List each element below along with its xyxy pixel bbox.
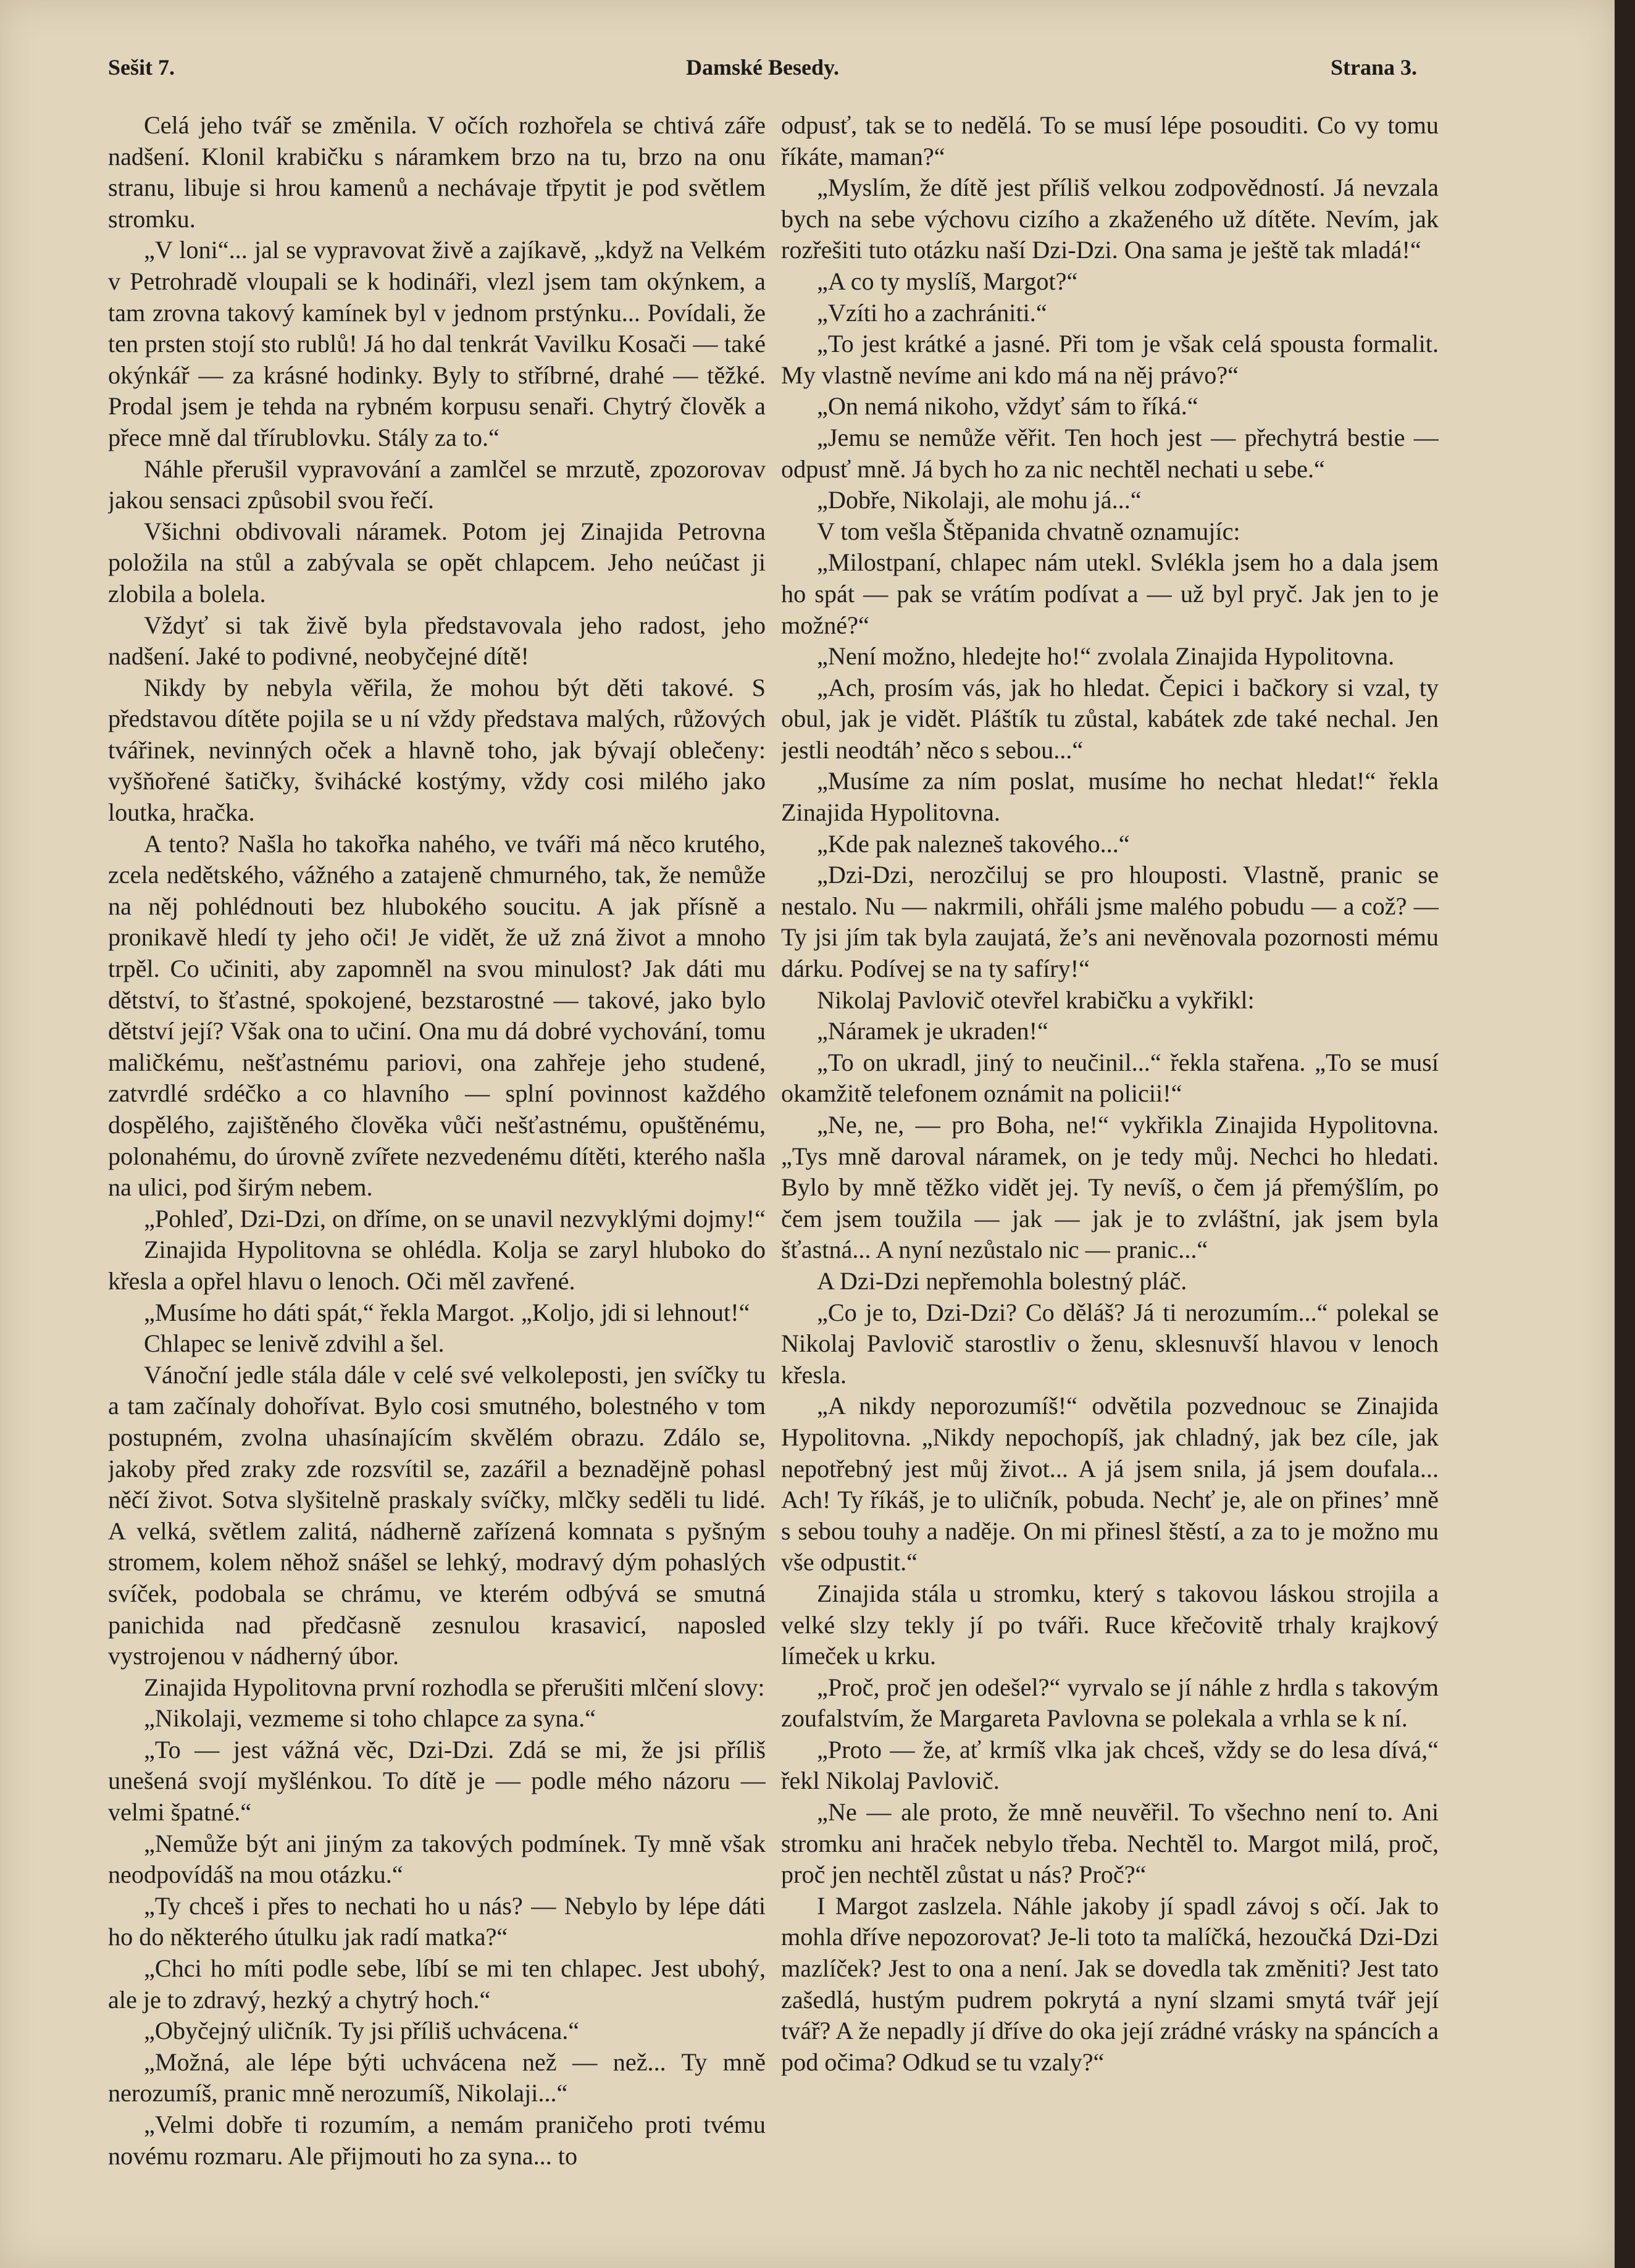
- magazine-title: Damské Besedy.: [685, 55, 839, 80]
- paragraph: „Není možno, hledejte ho!“ zvolala Zinajida Hypolitovna.: [817, 642, 1395, 671]
- paragraph: Nikolaj Pavlovič otevřel krabičku a vykřikl:: [817, 985, 1255, 1014]
- paragraph: „Možná, ale lépe býti uchvácena než — než... Ty mně nerozumíš, pranic mně nerozumíš, Nikolaji...“: [108, 2048, 766, 2107]
- paragraph: „On nemá nikoho, vždyť sám to říká.“: [817, 392, 1198, 421]
- paragraph: „Vzíti ho a zachrániti.“: [817, 298, 1047, 327]
- paragraph: „Musíme za ním poslat, musíme ho nechat hledat!“ řekla Zinajida Hypolitovna.: [781, 767, 1439, 827]
- paragraph: „Proč, proč jen odešel?“ vyrvalo se jí náhle z hrdla s takovým zoufalstvím, že Margareta Pavlovna se polekala a vrhla se k ní.: [781, 1673, 1439, 1733]
- paragraph: Chlapec se lenivě zdvihl a šel.: [144, 1329, 445, 1358]
- left-column: [108, 110, 766, 2222]
- book-spine-edge: [1615, 0, 1635, 2268]
- paragraph: „Nikolaji, vezmeme si toho chlapce za syna.“: [144, 1704, 596, 1733]
- paragraph: „Ach, prosím vás, jak ho hledat. Čepici i bačkory si vzal, ty obul, jak je vidět. Pláštík tu zůstal, kabátek zde také nechal. Jen jestli neodtáh’ něco s sebou...“: [781, 673, 1439, 764]
- paragraph: „Ne, ne, — pro Boha, ne!“ vykřikla Zinajida Hypolitovna. „Tys mně daroval náramek, on je tedy můj. Nechci ho hledati. Bylo by mně těžko vidět jej. Ty nevíš, o čem já přemýšlím, po čem jsem toužila — jak — jak je to zvláštní, jak jsem byla šťastná... A nyní nezůstalo nic — pranic...“: [781, 1111, 1439, 1264]
- paragraph: A tento? Našla ho takořka nahého, ve tváři má něco krutého, zcela nedětského, vážného a zatajeně chmurného, tak, že nemůže na něj pohlédnouti bez hlubokého soucitu. A jak přísně a pronikavě hledí ty jeho oči! Je vidět, že už zná život a mnoho trpěl. Co učiniti, aby zapomněl na svou minulost? Jak dáti mu dětství, to šťastné, spokojené, bezstarostné — takové, jako bylo dětství její? Však ona to učiní. Ona mu dá dobré vychování, tomu maličkému, nešťastnému pariovi, ona zahřeje jeho studené, zatvrdlé srdéčko a co hlavního — splní povinnost každého dospělého, zajištěného člověka vůči nešťastnému, opuštěnému, polonahému, do úrovně zvířete nezvedenému dítěti, kterého našla na ulici, pod širým nebem.: [108, 829, 766, 1202]
- paragraph: „A nikdy neporozumíš!“ odvětila pozvednouc se Zinajida Hypolitovna. „Nikdy nepochopíš, jak chladný, jak bez cíle, jak nepotřebný jest můj život... A já jsem snila, já jsem doufala... Ach! Ty říkáš, je to uličník, pobuda. Nechť je, ale on přines’ mně s sebou touhy a naděje. On mi přinesl štěstí, a za to je možno mu vše odpustit.“: [781, 1392, 1439, 1576]
- paragraph: „To jest krátké a jasné. Při tom je však celá spousta formalit. My vlastně nevíme ani kdo má na něj právo?“: [781, 330, 1439, 389]
- paragraph: Vánoční jedle stála dále v celé své velkoleposti, jen svíčky tu a tam začínaly dohořívat. Bylo cosi smutného, bolestného v tom postupném, zvolna uhasínajícím skvělém obrazu. Zdálo se, jakoby před zraky zde rozsvítil se, zazářil a beznadějně pohasl něčí život. Sotva slyšitelně praskaly svíčky, mlčky seděli tu lidé. A velká, světlem zalitá, nádherně zařízená komnata s pyšným stromem, kolem něhož snášel se lehký, modravý dým pohaslých svíček, podobala se chrámu, ve kterém odbývá se smutná panichida nad předčasně zesnulou krasavicí, naposled vystrojenou v nádherný úbor.: [108, 1360, 766, 1670]
- page-number: Strana 3.: [1330, 55, 1417, 80]
- paragraph: „Milostpaní, chlapec nám utekl. Svlékla jsem ho a dala jsem ho spát — pak se vrátím podívat a — už byl pryč. Jak jen to je možné?“: [781, 548, 1439, 639]
- paragraph: „Dobře, Nikolaji, ale mohu já...“: [817, 486, 1142, 514]
- paragraph: „Náramek je ukraden!“: [817, 1017, 1048, 1045]
- paragraph: V tom vešla Štěpanida chvatně oznamujíc:: [817, 517, 1240, 545]
- paragraph: Náhle přerušil vypravování a zamlčel se mrzutě, zpozorovav jakou sensaci způsobil svou řečí.: [108, 454, 766, 514]
- paragraph: „Proto — že, ať krmíš vlka jak chceš, vždy se do lesa dívá,“ řekl Nikolaj Pavlovič.: [781, 1735, 1439, 1795]
- paragraph: „Ty chceš i přes to nechati ho u nás? — Nebylo by lépe dáti ho do některého útulku jak radí matka?“: [108, 1891, 766, 1951]
- paragraph: Zinajida Hypolitovna první rozhodla se přerušiti mlčení slovy:: [144, 1673, 765, 1701]
- paragraph: „Kde pak nalezneš takového...“: [817, 829, 1130, 858]
- paragraph: „Co je to, Dzi-Dzi? Co děláš? Já ti nerozumím...“ polekal se Nikolaj Pavlovič starostliv o ženu, sklesnuvší hlavou v lenoch křesla.: [781, 1298, 1439, 1389]
- paragraph: „Ne — ale proto, že mně neuvěřil. To všechno není to. Ani stromku ani hraček nebylo třeba. Nechtěl to. Margot milá, proč, proč jen nechtěl zůstat u nás? Proč?“: [781, 1798, 1439, 1889]
- paragraph: „Jemu se nemůže věřit. Ten hoch jest — přechytrá bestie — odpusť mně. Já bych ho za nic nechtěl nechati u sebe.“: [781, 423, 1439, 483]
- paragraph: Zinajida Hypolitovna se ohlédla. Kolja se zaryl hluboko do křesla a opřel hlavu o lenoch. Oči měl zavřené.: [108, 1236, 766, 1295]
- paragraph: „Chci ho míti podle sebe, líbí se mi ten chlapec. Jest ubohý, ale je to zdravý, hezký a chytrý hoch.“: [108, 1954, 766, 2014]
- issue-number: Sešit 7.: [108, 55, 175, 80]
- paragraph: „A co ty myslíš, Margot?“: [817, 267, 1078, 295]
- right-column: [781, 110, 1439, 2222]
- paragraph: „To — jest vážná věc, Dzi-Dzi. Zdá se mi, že jsi příliš unešená svojí myšlénkou. To dítě je — podle mého názoru — velmi špatné.“: [108, 1735, 766, 1827]
- paragraph: „To on ukradl, jiný to neučinil...“ řekla stařena. „To se musí okamžitě telefonem oznámit na policii!“: [781, 1048, 1439, 1108]
- paragraph: „Obyčejný uličník. Ty jsi příliš uchvácena.“: [144, 2017, 580, 2045]
- paragraph: „V loni“... jal se vypravovat živě a zajíkavě, „když na Velkém v Petrohradě vloupali se k hodináři, vlezl jsem tam okýnkem, a tam zrovna takový kamínek byl v jednom prstýnku... Povídali, že ten prsten stojí sto rublů! Já ho dal tenkrát Vavilku Kosači — také okýnkář — za krásné hodinky. Byly to stříbrné, drahé — těžké. Prodal jsem je tehda na rybném korpusu senaři. Chytrý člověk a přece mně dal třírublovku. Stály za to.“: [108, 236, 766, 451]
- paragraph: Nikdy by nebyla věřila, že mohou být děti takové. S představou dítěte pojila se u ní vždy představa malých, růžových tvářinek, nevinných oček a hlavně toho, jak bývají oblečeny: vyšňořené šatičky, švihácké kostýmy, vždy cosi milého jako loutka, hračka.: [108, 673, 766, 827]
- paragraph-continued: odpusť, tak se to nedělá. To se musí lépe posouditi. Co vy tomu říkáte, maman?“: [781, 111, 1439, 170]
- paragraph: Vždyť si tak živě byla představovala jeho radost, jeho nadšení. Jaké to podivné, neobyčejné dítě!: [108, 611, 766, 671]
- paragraph: A Dzi-Dzi nepřemohla bolestný pláč.: [817, 1266, 1187, 1295]
- paragraph: „Velmi dobře ti rozumím, a nemám praničeho proti tvému novému rozmaru. Ale přijmouti ho za syna... to: [108, 2111, 766, 2170]
- paragraph: „Musíme ho dáti spát,“ řekla Margot. „Koljo, jdi si lehnout!“: [144, 1298, 750, 1326]
- paragraph: Všichni obdivovali náramek. Potom jej Zinajida Petrovna položila na stůl a zabývala se opět chlapcem. Jeho neúčast ji zlobila a bolela.: [108, 517, 766, 608]
- paragraph: Zinajida stála u stromku, který s takovou láskou strojila a velké slzy tekly jí po tváři. Ruce křečovitě trhaly krajkový límeček u krku.: [781, 1579, 1439, 1670]
- paragraph: „Pohleď, Dzi-Dzi, on dříme, on se unavil nezvyklými dojmy!“: [144, 1204, 766, 1232]
- paragraph: „Dzi-Dzi, nerozčiluj se pro hlouposti. Vlastně, pranic se nestalo. Nu — nakrmili, ohřáli jsme malého pobudu — a což? — Ty jsi jím tak byla zaujatá, že’s ani nevěnovala pozornosti mému dárku. Podívej se na ty safíry!“: [781, 861, 1439, 983]
- paragraph: „Nemůže být ani jiným za takových podmínek. Ty mně však neodpovídáš na mou otázku.“: [108, 1829, 766, 1889]
- paragraph: „Myslím, že dítě jest příliš velkou zodpovědností. Já nevzala bych na sebe výchovu cizího a zkaženého už dítěte. Nevím, jak rozřešiti tuto otázku naší Dzi-Dzi. Ona sama je ještě tak mladá!“: [781, 174, 1439, 264]
- paragraph: I Margot zaslzela. Náhle jakoby jí spadl závoj s očí. Jak to mohla dříve nepozorovat? Je-li toto ta malíčká, hezoučká Dzi-Dzi mazlíček? Jest to ona a není. Jak se dovedla tak změniti? Jest tato zašedlá, hustým pudrem pokrytá a nyní slzami smytá tvář její tvář? A že nepadly jí dříve do oka její zrádné vrásky na spáncích a pod očima? Odkud se tu vzaly?“: [781, 1891, 1439, 2076]
- running-header: [108, 54, 1417, 85]
- paragraph: Celá jeho tvář se změnila. V očích rozhořela se chtivá záře nadšení. Klonil krabičku s náramkem brzo na tu, brzo na onu stranu, libuje si hrou kamenů a nechávaje třpytit je pod světlem stromku.: [108, 111, 766, 233]
